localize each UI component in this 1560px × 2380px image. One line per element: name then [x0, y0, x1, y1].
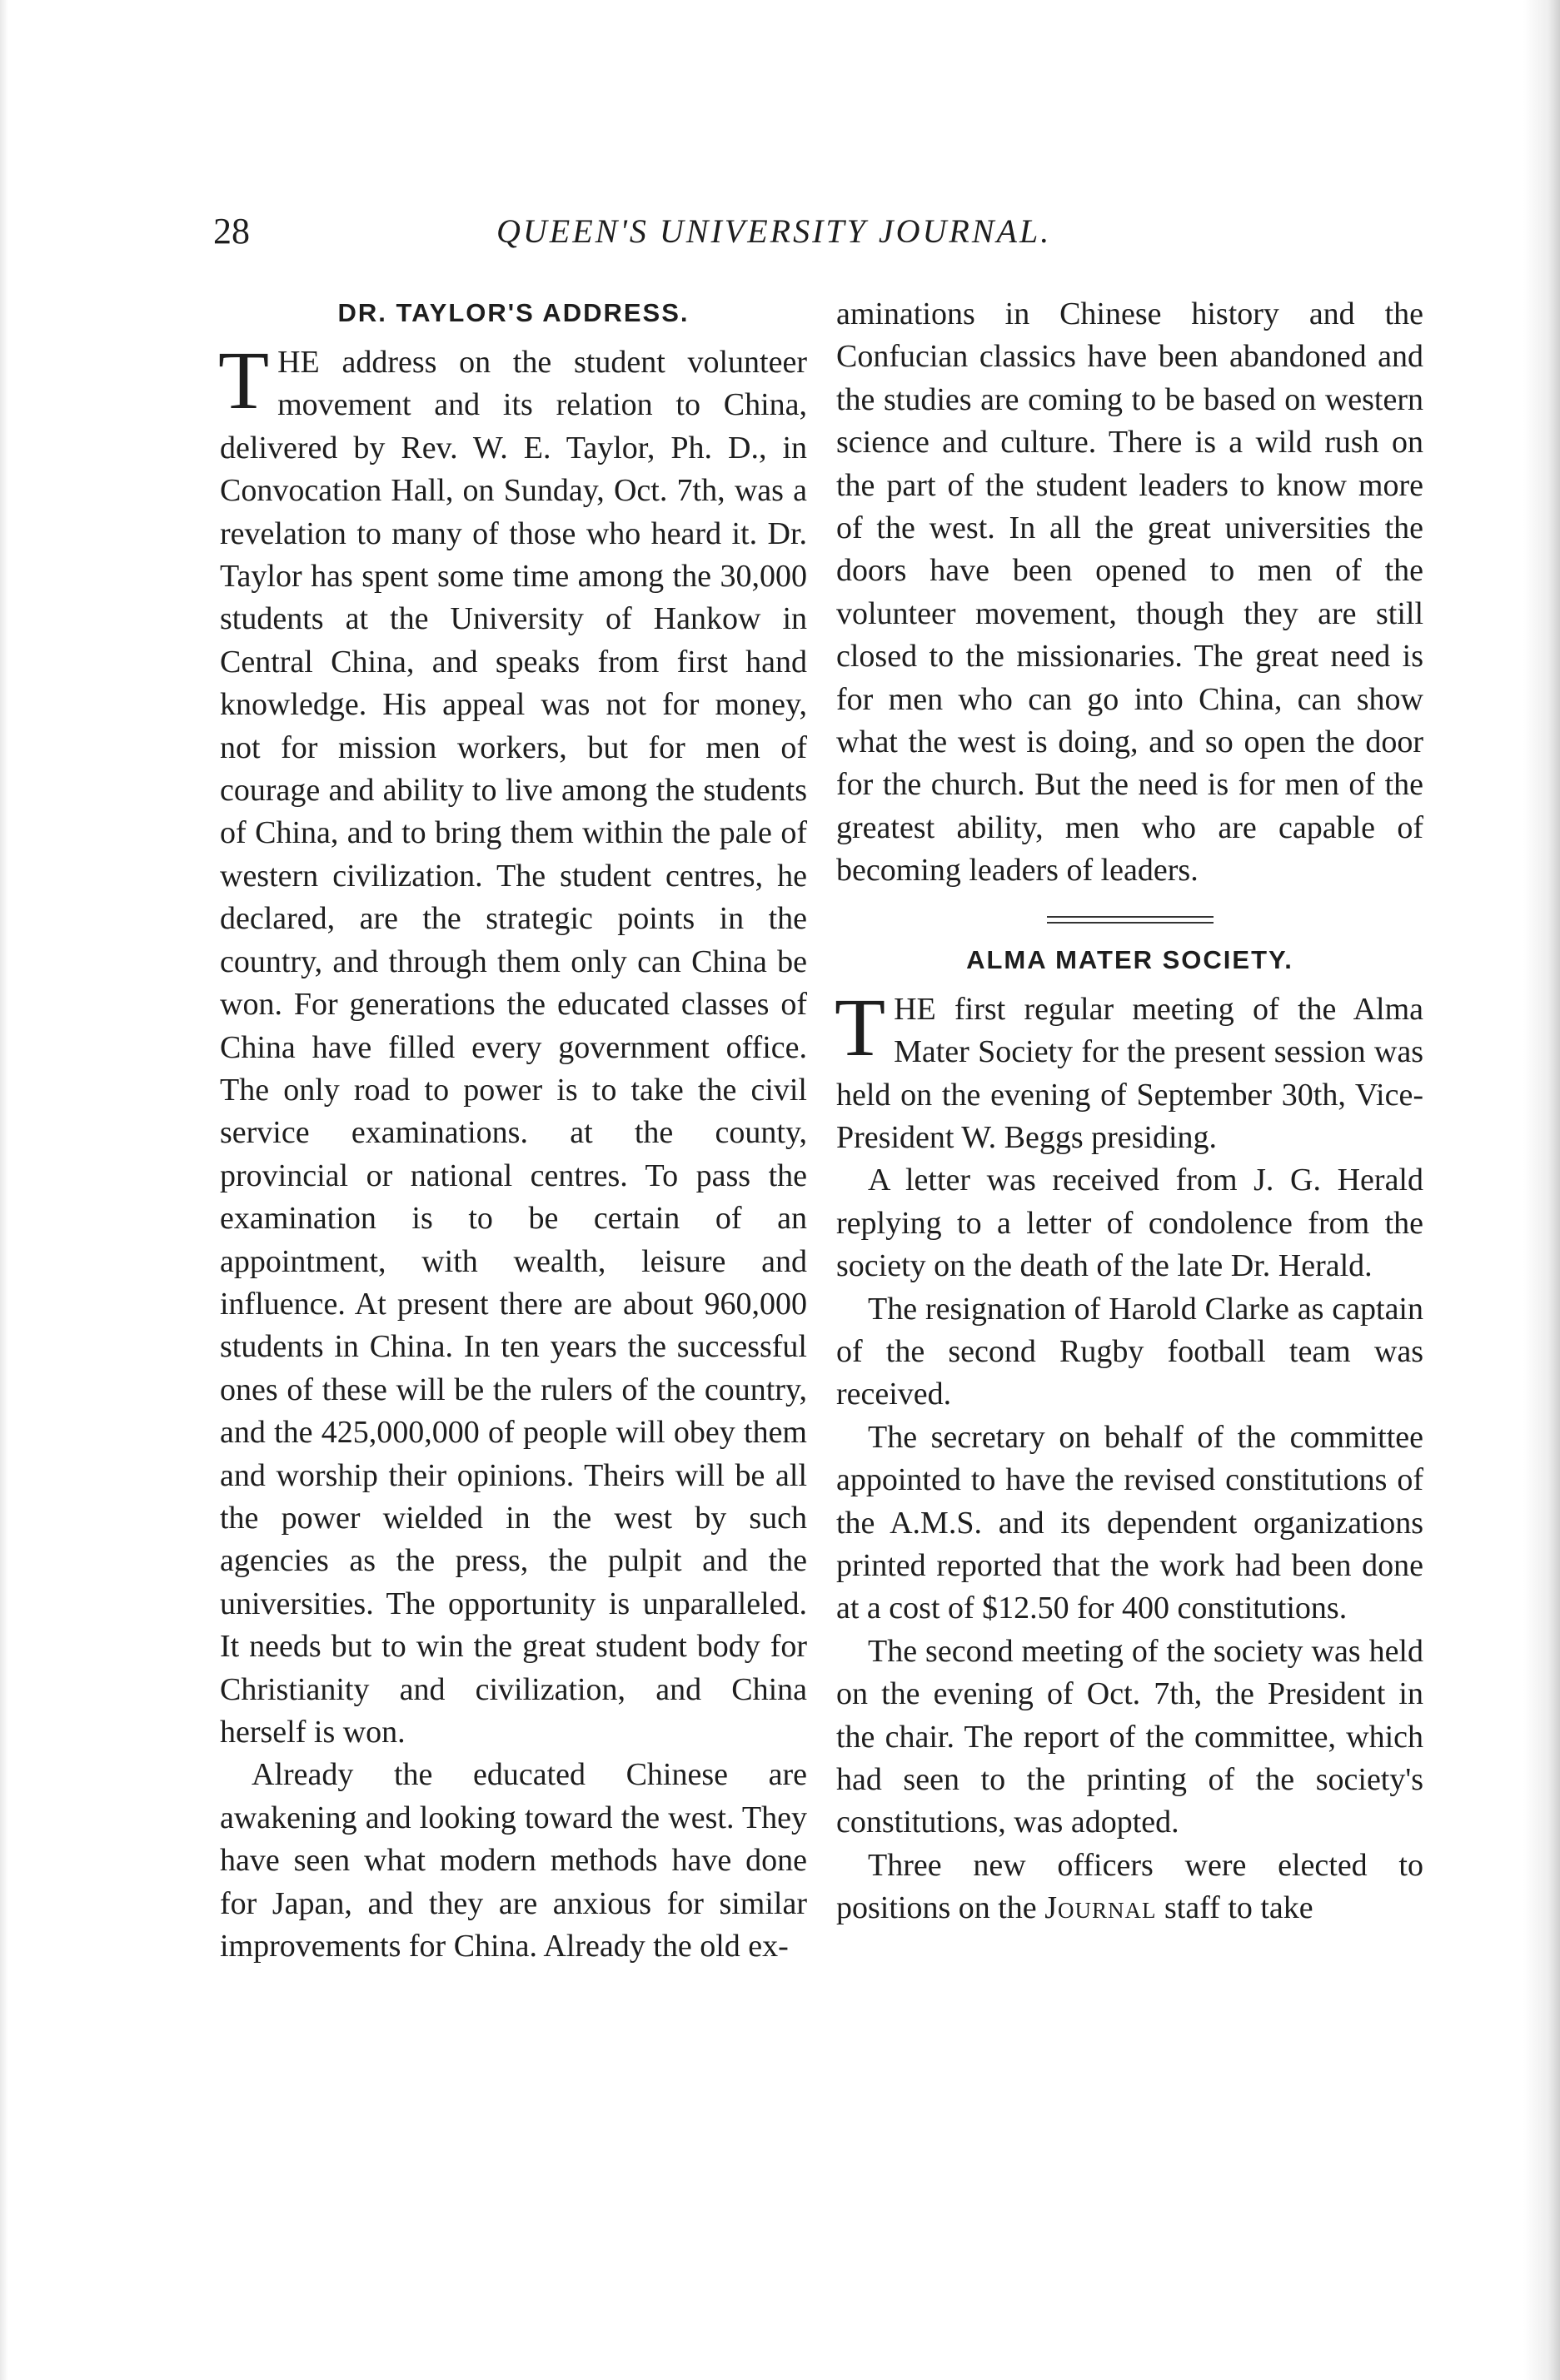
divider-line-bottom	[1047, 922, 1214, 924]
right-column	[836, 293, 1423, 1930]
ams-paragraph-6-start: Three new officers were elected to positions on the	[836, 1847, 1423, 1926]
ams-paragraph-6	[836, 1845, 1423, 1930]
taylor-paragraph-1	[218, 334, 807, 1754]
taylor-dropcap: T	[218, 334, 270, 426]
running-title: QUEEN'S UNIVERSITY JOURNAL.	[496, 212, 1052, 250]
ams-paragraph-1-text: HE first regular meeting of the Alma Mater Society for the present session was held on the evening of September 30th, Vice-President W. Beggs presiding.	[836, 991, 1423, 1155]
scan-edge-right	[1523, 0, 1560, 2380]
ams-headline: ALMA MATER SOCIETY.	[966, 944, 1293, 974]
section-divider	[1047, 916, 1214, 924]
ams-paragraph-1	[835, 980, 1423, 1160]
scan-edge-left	[0, 0, 8, 2380]
taylor-headline: DR. TAYLOR'S ADDRESS.	[337, 298, 690, 327]
ams-paragraph-4: The secretary on behalf of the committee appointed to have the revised constitutions of the A.M.S. and its dependent organizations printed reported that the work had been done at a cost of $12.50 for 400 constitutions.	[836, 1419, 1423, 1626]
ams-paragraph-3: The resignation of Harold Clarke as captain of the second Rugby football team was received.	[836, 1291, 1423, 1412]
ams-dropcap: T	[835, 980, 886, 1073]
ams-paragraph-6-end: staff to take	[1156, 1890, 1313, 1926]
ams-paragraph-5: The second meeting of the society was held on the evening of Oct. 7th, the President in the chair. The report of the committee, which had seen to the printing of the society's constitutions, was adopted.	[836, 1633, 1423, 1840]
journal-name: Journal	[1044, 1890, 1157, 1926]
taylor-paragraph-1-text: HE address on the student volunteer movement and its relation to China, delivered by Rev. W. E. Taylor, Ph. D., in Convocation Hall, on Sunday, Oct. 7th, was a revelation to many of those who heard it. Dr. Taylor has spent some time among the 30,000 students at the University of Hankow in Central China, and speaks from first hand knowledge. His appeal was not for money, not for mission workers, but for men of courage and ability to live among the students of China, and to bring them within the pale of western civilization. The student centres, he declared, are the strategic points in the country, and through them only can China be won. For generations the educated classes of China have filled every government office. The only road to power is to take the civil service examinations. at the county, provincial or national centres. To pass the examination is to be certain of an appointment, with wealth, leisure and influence. At present there are about 960,000 students in China. In ten years the successful ones of these will be the rulers of the country, and the 425,000,000 of people will obey them and worship their opinions. Theirs will be all the power wielded in the west by such agencies as the press, the pulpit and the universities. The opportunity is unparalleled. It needs but to win the great student body for Christianity and civilization, and China herself is won.	[220, 345, 807, 1750]
divider-line-top	[1047, 916, 1214, 918]
taylor-paragraph-2: Already the educated Chinese are awakening and looking toward the west. They have seen what modern methods have done for Japan, and they are anxious for similar improvements for China. Already the old ex-	[220, 1757, 807, 1964]
page-header	[213, 207, 1438, 256]
taylor-paragraph-2-continued: aminations in Chinese history and the Confucian classics have been abandoned and the studies are coming to be based on western science and culture. There is a wild rush on the part of the student leaders to know more of the west. In all the great universities the doors have been opened to men of the volunteer movement, though they are still closed to the missionaries. The great need is for men who can go into China, can show what the west is doing, and so open the door for the church. But the need is for men of the greatest ability, men who are capable of becoming leaders of leaders.	[836, 296, 1423, 889]
page-number: 28	[213, 211, 250, 251]
ams-paragraph-2: A letter was received from J. G. Herald replying to a letter of condolence from the society on the death of the late Dr. Herald.	[836, 1163, 1423, 1284]
left-column	[220, 293, 807, 1968]
